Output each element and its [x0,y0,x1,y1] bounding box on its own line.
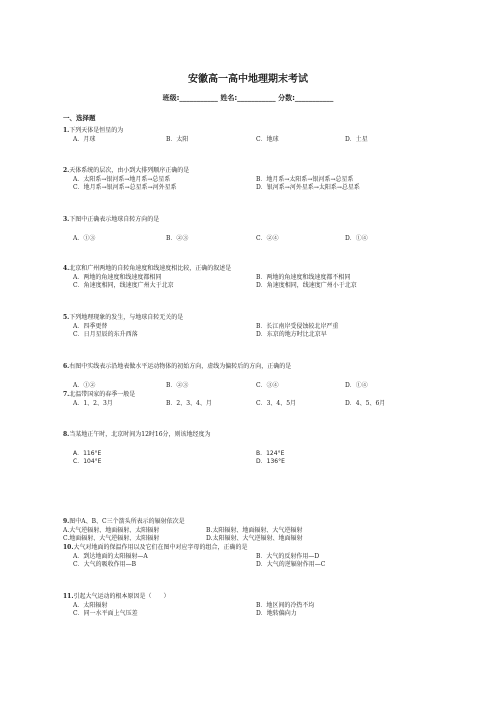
option-c: C．大气的吸收作用—B [73,561,137,569]
question-number: 1. [63,127,70,134]
question-8 [63,431,285,467]
option-d: D．4、5、6月 [345,399,386,407]
question-11 [63,593,315,619]
page-title: 安徽高一高中地理期末考试 [188,74,308,85]
question-stem: 天体系统的层次，由小到大排列顺序正确的是 [69,167,190,174]
option-a: A．①③ [73,234,96,242]
question-1 [63,127,368,144]
question-3 [63,216,368,243]
question-stem: 北温带国家的春季一般是 [69,391,136,398]
option-c: C．同一水平面上气压差 [73,610,138,618]
option-a: A．太阳辐射 [73,601,108,609]
question-2 [63,167,360,193]
option-b: B.太阳辐射、地面辐射、大气逆辐射 [206,526,303,534]
question-stem: 下列天体是恒星的为 [69,127,124,134]
question-stem: 下列地理现象的发生，与地球自转无关的是 [69,314,184,321]
option-c: C.地面辐射、大气逆辐射、太阳辐射 [63,535,160,543]
option-a: A．到达地面的太阳辐射—A [73,552,148,560]
question-number: 4. [63,265,70,272]
option-b: B．地月系→太阳系→银河系→总星系 [256,175,354,183]
option-c: C．日月星辰的东升西落 [73,331,138,339]
question-number: 6. [63,363,70,370]
question-6 [63,363,368,390]
question-stem: 北京和广州两地的自转角速度和线速度相比较，正确的叙述是 [69,265,232,272]
question-number: 9. [63,518,70,525]
option-a: A．太阳系→银河系→地月系→总星系 [73,175,171,183]
option-d: D．①④ [345,381,368,389]
option-b: B．124°E [256,449,285,457]
option-a: A．116°E [73,449,102,457]
option-d: D．地转偏向力 [256,610,297,618]
option-c: C．地月系→银河系→总星系→河外星系 [73,184,177,192]
question-stem: 大气对地面的保温作用以及它们在图中对应字母的组合，正确的是 [73,544,248,551]
question-number: 5. [63,314,70,321]
option-b: B．两地的角速度和线速度都不相同 [256,273,351,281]
question-4 [63,265,357,291]
question-stem: 图中A、B、C三个箭头所表示的辐射依次是 [69,518,185,525]
question-9 [63,518,303,544]
option-a: A.大气逆辐射、地面辐射、太阳辐射 [63,526,160,534]
question-stem: 下图中正确表示地球自转方向的是 [69,216,160,223]
question-7 [63,391,386,408]
question-number: 11. [63,593,74,600]
option-d: D．土星 [345,135,368,143]
option-a: A．月球 [73,135,96,143]
option-b: B．2、3、4、月 [166,399,212,407]
option-d: D．角速度相同，线速度广州小于北京 [256,282,357,290]
section-heading: 一、选择题 [63,114,96,122]
option-d: D．136°E [256,458,285,466]
option-c: C．③④ [256,381,279,389]
question-stem: 当某地正午时，北京时间为12时16分，则该地经度为 [69,431,211,438]
option-d: D．东京的地方时比北京早 [256,331,327,339]
question-number: 2. [63,167,70,174]
option-c: C．角速度相同，线速度广州大于北京 [73,282,174,290]
option-c: C．3、4、5月 [256,399,297,407]
question-5 [63,314,339,340]
option-b: B．②③ [166,234,189,242]
option-b: B．②③ [166,381,189,389]
option-b: B．大气的反射作用—D [256,552,320,560]
option-c: C．104°E [73,458,102,466]
question-number: 10. [63,544,74,551]
option-b: B．地区间的冷热不均 [256,601,315,609]
question-10 [63,544,326,570]
question-stem: 引起大气运动的根本原因是（ ） [73,593,170,600]
option-a: A．两地的角速度和线速度都相同 [73,273,162,281]
option-d: D．大气的逆辐射作用—C [256,561,326,569]
question-number: 8. [63,431,70,438]
option-a: A．1、2、3月 [73,399,113,407]
option-d: D．①④ [345,234,368,242]
student-info-line: 班级:___________ 姓名:___________ 分数:___________ [162,94,334,102]
question-number: 3. [63,216,70,223]
option-d: D.太阳辐射、大气逆辐射、地面辐射 [206,535,303,543]
option-d: D．银河系→河外星系→太阳系→总星系 [256,184,360,192]
option-a: A．①② [73,381,96,389]
option-a: A．四季更替 [73,322,108,330]
option-c: C．②④ [256,234,279,242]
option-b: B．太阳 [166,135,189,143]
question-stem: 右图中实线表示沿地表做水平运动物体的初始方向，虚线为偏转后的方向，正确的是 [69,363,292,370]
option-c: C．地球 [256,135,279,143]
question-number: 7. [63,391,70,398]
option-b: B．长江南岸受侵蚀较北岸严重 [256,322,339,330]
